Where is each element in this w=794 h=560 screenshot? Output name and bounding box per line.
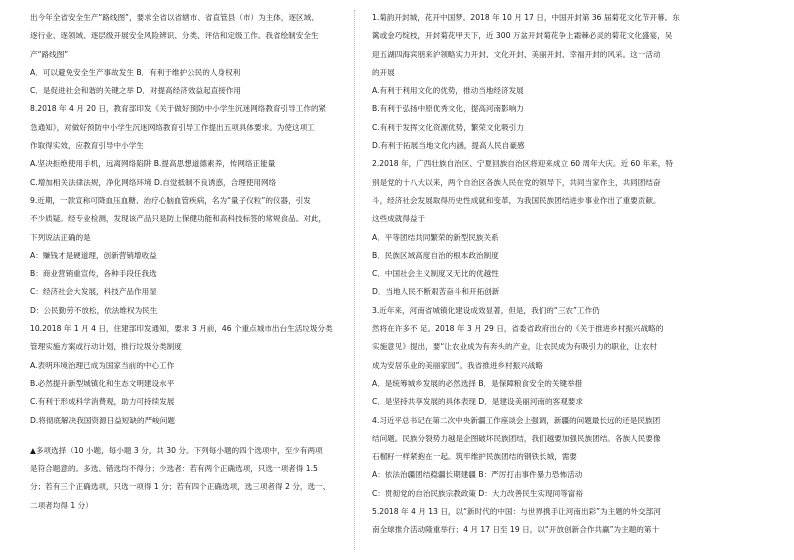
option-line: D：公民勤劳不放松，依法维权为民生 bbox=[30, 305, 158, 315]
option-line: D.将彻底解决我国资源日益短缺的严峻问题 bbox=[30, 415, 175, 425]
question-9: 9.近期，一款宣称可降血压血糖、治疗心脑血管疾病，名为“量子仪粒”的仪器，引发 bbox=[30, 195, 311, 205]
question-10: 10.2018 年 1 月 4 日，住建部印发通知，要求 3 月前，46 个重点城市出台生活垃圾分类 bbox=[30, 324, 333, 334]
option-line: B．民族区域高度自治的根本政治制度 bbox=[372, 250, 499, 260]
option-line: C.有利于发挥文化资源优势，繁荣文化吸引力 bbox=[372, 122, 524, 132]
option-line: C.增加相关法律法规，净化网络环境 D.自觉抵制不良诱惑，合理使用网络 bbox=[30, 177, 277, 187]
option-line: A.坚决拒绝使用手机，远离网络陷阱 B.提高思想道德素养，传网络正能量 bbox=[30, 159, 276, 169]
text-line: 管理实施方案或行动计划，推行垃圾分类制度 bbox=[30, 342, 182, 352]
option-line: A：依法治疆团结稳疆长期建疆 B：严厉打击事件暴力恐怖活动 bbox=[372, 470, 583, 480]
text-line: 别是党的十八大以来，两个自治区各族人民在党的领导下，共同当家作主，共同团结奋 bbox=[372, 177, 661, 187]
text-line: 石榴籽一样紧抱在一起。筑牢维护民族团结的钢铁长城，需要 bbox=[372, 452, 578, 462]
option-line: C.有利于形成科学消费观，助力可持续发展 bbox=[30, 397, 175, 407]
left-column bbox=[30, 12, 408, 518]
section-gap bbox=[30, 433, 408, 445]
text-line: 这些成就得益于 bbox=[372, 214, 426, 224]
text-line: 产“路线图” bbox=[30, 49, 69, 59]
text-line: 是符合题意的。多选、错选均不得分；少选者：若有两个正确选项，只选一项者得 1.5 bbox=[30, 464, 318, 474]
text-line: 然将在许多不 足。2018 年 3 月 29 日，省委省政府出台的《关于推进乡村振兴战略的 bbox=[372, 324, 664, 334]
text-line: 实施意见》提出，要“让农业成为有奔头的产业，让农民成为有吸引力的职业，让农村 bbox=[372, 342, 657, 352]
option-line: C．是促进社会和谐的关键之举 D．对提高经济效益起直接作用 bbox=[30, 86, 241, 96]
question-1: 1.菊韵开封城，花开中国梦。2018 年 10 月 17 日，中国开封第 36 届菊花文化节开幕。东 bbox=[372, 13, 680, 22]
option-line: A.有利于利用文化的优势，推动当地经济发展 bbox=[372, 86, 524, 96]
right-column bbox=[372, 12, 772, 543]
text-line: 逐行业、逐领域、逐层级开展安全风险辨识、分类、评估和定级工作。我省绘制安全生 bbox=[30, 31, 319, 41]
option-line: A：赚钱才是硬道理，创新营销增收益 bbox=[30, 250, 157, 260]
option-line: C．是坚持共享发展的具体表现 D．是建设美丽河南的客观要求 bbox=[372, 397, 583, 407]
option-line: D.有利于拓展当地文化内涵，提高人民自豪感 bbox=[372, 141, 525, 151]
option-line: D．当地人民不断艰苦奋斗和开拓创新 bbox=[372, 287, 500, 297]
text-line: 急通知》，对做好预防中小学生沉迷网络教育引导工作提出五项具体要求。为使这项工 bbox=[30, 122, 315, 132]
question-5: 5.2018 年 4 月 13 日，以“新时代的中国：与世界携手让河南出彩”为主题的外交部河 bbox=[372, 507, 661, 517]
text-line: 南全球推介活动隆重举行；4 月 17 日至 19 日，以“开放创新合作共赢”为主题的第十 bbox=[372, 525, 660, 535]
option-line: C．中国社会主义制度又无比的优越性 bbox=[372, 269, 499, 279]
text-line: 作取得实效，应教育引导中小学生 bbox=[30, 141, 144, 151]
text-line: 不少质疑。经专业检测，发现该产品只是防上保健功能和高科技标签的常规食品。对此， bbox=[30, 214, 327, 224]
text-line: 的开展 bbox=[372, 67, 395, 77]
option-line: C：经济社会大发展，科技产品作用显 bbox=[30, 287, 157, 297]
question-2: 2.2018 年，广西壮族自治区、宁夏回族自治区将迎来成立 60 周年大庆。近 60 年来，特 bbox=[372, 159, 673, 169]
option-line: A．可以避免安全生产事故发生 B．有利于维护公民的人身权利 bbox=[30, 67, 241, 77]
text-line: 二项者均得 1 分） bbox=[30, 500, 93, 510]
question-8: 8.2018 年 4 月 20 日，教育部印发《关于做好预防中小学生沉迷网络教育引导工作的紧 bbox=[30, 104, 327, 114]
section-heading: ▲多项选择（10 小题，每小题 3 分，共 30 分。下列每小题的四个选项中，至少有两项 bbox=[30, 445, 323, 455]
text-line: 篱或金巧绽枝，开封菊花甲天下，近 300 万盆开封菊花争上霜棘必灵的菊花文化盛宴，吴 bbox=[372, 31, 673, 41]
text-line: 斗，经济社会发展取得历史性成就和变革，为我国民族团结进步事业作出了重要贡献。 bbox=[372, 195, 661, 205]
option-line: A．平等团结共同繁荣的新型民族关系 bbox=[372, 232, 499, 242]
option-line: B.必然提升新型城镇化和生态文明建设水平 bbox=[30, 378, 175, 388]
option-line: B：商业营销重宣传，各种手段任我选 bbox=[30, 269, 157, 279]
option-line: C：贯彻党的自治民族宗教政策 D：大力改善民生实现同等富裕 bbox=[372, 488, 583, 498]
text-line: 成为安居乐业的美丽家园”。我省推进乡村振兴战略 bbox=[372, 360, 543, 370]
option-line: B.有利于弘扬中原优秀文化，提高河南影响力 bbox=[372, 104, 524, 114]
text-line: 下列说法正确的是 bbox=[30, 232, 91, 242]
option-line: A．是统筹城乡发展的必然选择 B．是保障粮食安全的关键举措 bbox=[372, 378, 583, 388]
question-3: 3.近年来，河南省城镇化建设成效显著，但是，我们的“三农”工作仍 bbox=[372, 305, 600, 315]
text-line: 出今年全省安全生产“路线图”，要求全省以省辖市、省直管县（市）为主体，逐区域、 bbox=[30, 13, 319, 22]
text-line: 结问题。民族分裂势力越是企图破坏民族团结，我们越要加强民族团结。各族人民要像 bbox=[372, 433, 661, 443]
text-line: 迎五湖四海宾朋来沪领略实力开封、文化开封、美丽开封、幸福开封的风采。这一活动 bbox=[372, 49, 661, 59]
text-line: 分；若有三个正确选项，只选一项得 1 分；若有四个正确选项，选三项者得 2 分，选一、 bbox=[30, 482, 331, 492]
option-line: A.表明环境治理已成为国家当前的中心工作 bbox=[30, 360, 175, 370]
question-4: 4.习近平总书记在第二次中央新疆工作座谈会上强调，新疆的问题最长远的还是民族团 bbox=[372, 415, 661, 425]
